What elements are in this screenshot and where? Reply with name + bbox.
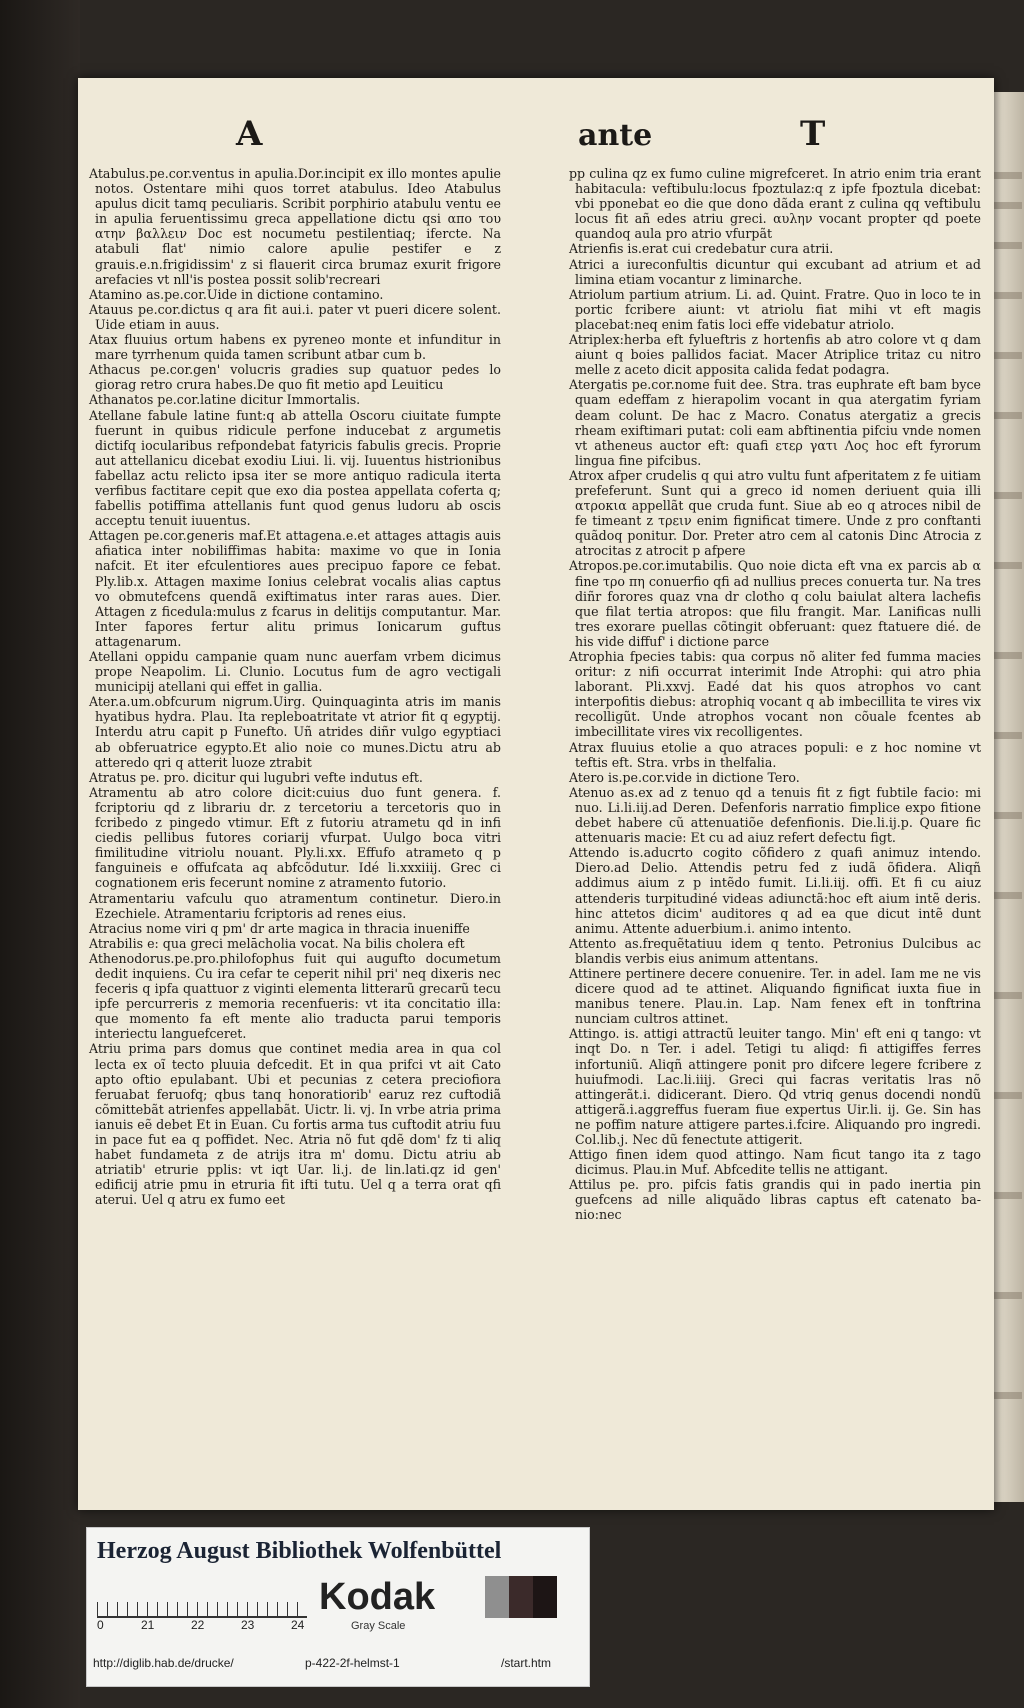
dictionary-entry: Atramentariu vafculu quo atramentum continetur. Diero.in Ezechiele. Atramentariu fcriptoris ad renes eius.	[89, 890, 501, 921]
dictionary-entry: Atramentu ab atro colore dicit:cuius duo funt genera. f. fcriptoriu qd z librariu dr. z tercetoriu a tercetoris quo in fcribedo z pingedo vtimur. Eft z futoriu atrametu qd in infi ciedis pellibus futores coriarij vfurpat. Uulgo boca vitri fimilitudine vitriolu nouant. Ply.li.xx. Effufo atrameto q p fanguineis e offufcata aq abfcõdutur. Idé li.xxxiiij. Grec ci cognationem eris fecerunt nomine z atramento futorio.	[89, 784, 501, 891]
dictionary-entry: Atrici a iureconfultis dicuntur qui excubant ad atrium et ad limina etiam vocantur z liminarche.	[569, 256, 981, 287]
dictionary-entry: Atrienfis is.erat cui credebatur cura atrii.	[569, 241, 834, 257]
dictionary-entry: Atrox afper crudelis q qui atro vultu funt afperitatem z fe uitiam prefeferunt. Sunt qui a greco id nomen deriuent quia illi ατροκια appellãt que cruda funt. Siue ab eo q atroces nibil de fe timeant z τρειν enim fignificat timere. Unde z pro conftanti quãdoq ponitur. Dor. Preter atro cem al catonis Dinc Atrocia z atrocitas z atrocit p afpere	[569, 467, 981, 559]
header-right-letter: T	[800, 114, 826, 154]
dictionary-entry: Atabulus.pe.cor.ventus in apulia.Dor.incipit ex illo montes apulie notos. Ostentare mihi quos torret atabulus. Ideo Atabulus apulus dicit tamq peculiaris. Scribit porphirio atabulu ventu ee in apulia feruentissimu greca appellatione dictu qsi απο του ατην βαλλειν Doc est nocumetu pestilentiaq; ifercte. Na atabuli flat' nimio calore apulie pestifer e z grauis.e.n.frigidissim' z si flauerit circa brumaz exurit frigore arefacies vt nll'is postea possit solib'recreari	[89, 166, 501, 287]
dictionary-entry: Atratus pe. pro. dicitur qui lugubri vefte indutus eft.	[89, 769, 423, 785]
scale-ruler	[97, 1588, 307, 1618]
url-base: http://diglib.hab.de/drucke/	[93, 1656, 234, 1670]
ruler-number: 22	[191, 1618, 205, 1632]
dictionary-entry: Athenodorus.pe.pro.philofophus fuit qui augufto documetum dedit inquiens. Cu ira cefar te ceperit nihil pri' neq dixeris nec feceris q ipfa quattuor z viginti elementa litterarũ grecarũ tecu ipfe percurreris z memoria recenfueris: vt ita concitatio illa: que momento fa eft mente alio traducta parui temporis interiectu languefceret.	[89, 950, 501, 1042]
ruler-number: 0	[97, 1618, 104, 1632]
ruler-number: 21	[141, 1618, 155, 1632]
dictionary-entry: Atenuo as.ex ad z tenuo qd a tenuis fit z figt fubtile facio: mi nuo. Li.li.iij.ad Deren. Defenforis narratio fimplice expo fitione debet habere cũ attenuatiõe defenfionis. Die.li.ij.p. Quare fic attenuaris macie: Et cu ad aiuz refert defectu figt.	[569, 784, 981, 846]
dictionary-entry: Atrax fluuius etolie a quo atraces populi: e z hoc nomine vt teftis eft. Stra. vrbs in thelfalia.	[569, 739, 981, 770]
kodak-logo: Kodak	[319, 1576, 436, 1618]
dictionary-entry: Attendo is.aducrto cogito cõfidero z quafi animuz intendo. Diero.ad Delio. Attendis petru fed z iudã õfidera. Aliqñ addimus aium z p intẽdo fumit. Li.li.iij. offi. Et fi cu aiuz attenderis turpitudiné videas adiunctã:hoc eft aium intẽ deris. hinc attetos dicim' auditores q ad ea que dicut intẽ dunt animu. Attente aduerbium.i. animo intento.	[569, 845, 981, 936]
dictionary-entry: Atauus pe.cor.dictus q ara fit aui.i. pater vt pueri dicere solent. Uide etiam in auus.	[89, 301, 501, 332]
gray-patch	[485, 1576, 509, 1618]
left-text-column	[81, 166, 501, 1207]
dictionary-entry: Atellane fabule latine funt:q ab attella Oscoru ciuitate fumpte fuerunt in quibus ridicule perfone inducebat z argumetis dictifq iocularibus refpondebat fatyricis fabulis grecis. Proprie aut attellanicu dicebat exodiu Liui. li. vij. Iuuentus histrionibus fabellaz actu relicto ipsa iter se more antiquo radicula iterta verfibus factitare cepit que exo dia postea appellata coferta q; fabellis potiffima attellanis funt quod genus ludoru ab oscis acceptu tenuit iuuentus.	[89, 407, 501, 529]
gray-patch	[509, 1576, 533, 1618]
dictionary-entry: Atracius nome viri q pm' dr arte magica in thracia inueniffe	[89, 920, 470, 936]
dictionary-entry: Atropos.pe.cor.imutabilis. Quo noie dicta eft vna ex parcis ab α fine τρο πη conuerfio qfi ad nullius preces conuerta tur. Na tres diñr forores quaz vna dr clotho q colu baiulat altera lachefis que filat tertia atropos: que filu frangit. Mar. Lanificas nulli tres exorare puellas cõtingit obferuant: quez ftatuere dié. de his vide diffuf' i dictione parce	[569, 558, 981, 649]
dictionary-entry: Attilus pe. pro. pifcis fatis grandis qui in pado inertia pin guefcens ad nille aliquãdo libras captus eft catenato ba- nio:nec	[569, 1177, 981, 1223]
library-name: Herzog August Bibliothek Wolfenbüttel	[97, 1538, 502, 1564]
scan-background-left	[0, 0, 80, 1708]
dictionary-entry: Atamino as.pe.cor.Uide in dictione contamino.	[89, 286, 384, 302]
ruler-number: 23	[241, 1618, 255, 1632]
dictionary-entry: Atriu prima pars domus que continet media area in qua col lecta ex oĩ tecto pluuia defcedit. Et in qua prifci vt ait Cato apto oftio epulabant. Ubi et pecunias z cetera preciofiora feruabat feruofq; qbus tanq honoratiorib' earuz rez cuftodiã cõmittebãt atrienfes appellabãt. Uictr. li. vj. In vrbe atria prima ianuis eẽ debet Et in Euan. Cu fortis arma tus cuftodit atriu fuu in pace fut ea q poffidet. Nec. Atria nõ fut qdẽ dom' fz ti aliq habet fundameta z de atrijs itra m' domu. Dictu atriu ab atriatib' etrurie pplis: vt iqt Uar. li.j. de lin.lati.qz id gen' edificij atrie pmu in etruria fit ifti tutu. Uel q a terra orat qfi aterui. Uel q atru ex fumo eet	[89, 1041, 502, 1208]
dictionary-entry: Atriplex:herba eft fylueftris z hortenfis ab atro colore vt q dam aiunt q boies pallidos faciat. Macer Atriplice tritaz cu nitro melle z aceto dicit apposita calida fedat podagra.	[569, 332, 981, 378]
url-identifier: p-422-2f-helmst-1	[305, 1656, 400, 1670]
url-start: /start.htm	[501, 1656, 552, 1670]
dictionary-entry: Attingo. is. attigi attractũ leuiter tango. Min' eft eni q tango: vt inqt Do. n Ter. i adel. Tetigi tu aliqd: fi attigiffes ferres infortuniũ. Aliqñ attingere ponit pro difcere legere fcribere z huiufmodi. Lac.li.iiij. Greci qui facras veritatis lras nõ attingerãt.i. didicerant. Diero. Qd vtriq genus docendi nondũ attigerã.i.aggreffus fueram fiue expertus Uir.li. ij. Ge. Sin has ne poffim nature attigere partes.i.fcire. Aliquando pro ingredi. Col.lib.j. Nec dũ fenectute attigerit.	[569, 1026, 981, 1147]
dictionary-entry: Attagen pe.cor.generis maf.Et attagena.e.et attages attagis auis afiatica inter nobiliffimas habita: maxime vo que in Ionia nafcit. Et iter efculentiores aues precipuo fapore ce febat. Ply.lib.x. Attagen maxime Ionius celebrat vocalis alias captus vo obmutefcens quendã exiftimatus inter raras aues. Dier. Attagen z ficedula:mulus z fcarus in delitijs computantur. Mar. Inter fapores fertur alitu primus Ionicarum guftus attagenarum.	[89, 528, 501, 649]
dictionary-entry: Atriolum partium atrium. Li. ad. Quint. Fratre. Quo in loco te in portic fcribere aiunt: vt atriolu fiat mihi vt eft magis placebat:neq enim fatis loci effe videbatur atriolo.	[569, 286, 981, 332]
gray-patch	[533, 1576, 557, 1618]
ruler-number: 24	[291, 1618, 305, 1632]
grayscale-label: Gray Scale	[351, 1620, 406, 1632]
dictionary-entry: Ater.a.um.obfcurum nigrum.Uirg. Quinquaginta atris im manis hyatibus hydra. Plau. Ita repleboatritate vt atrior fit q egyptij. Interdu atru capit p Funefto. Uñ atrides diñr vulgo egyptiaci ab obferuatrice egypto.Et alio noie co munes.Dictu atru ab atteredo qri q atterit luoze ztrabit	[89, 694, 501, 770]
dictionary-entry: Atergatis pe.cor.nome fuit dee. Stra. tras euphrate eft bam byce quam edeffam z hierapolim vocant in qua atergatim fyriam deam colunt. De hac z Macro. Conatus atergatiz a grecis rheam exiftimari putat: coli eam abftinentia pifciu vnde nomen vt atheneus auctor eft: quafi ετερ γατι Λος hoc eft fyrorum lingua fine pifcibus.	[569, 377, 981, 468]
dictionary-entry: pp culina qz ex fumo culine migrefceret. In atrio enim tria erant habitacula: veftibulu:locus fpoztulaz:q z ipfe fpoztula dicebat: vbi pponebat eo die que dono dãda erant z culina qq veftibulu locus fit añ edes atriu greci. αυλην vocant propter qd poete quandoq aula pro atrio vfurpãt	[569, 166, 981, 242]
dictionary-entry: Athanatos pe.cor.latine dicitur Immortalis.	[89, 392, 361, 408]
library-scan-label	[86, 1527, 590, 1687]
header-left-letter: A	[236, 114, 263, 154]
dictionary-entry: Atellani oppidu campanie quam nunc auerfam vrbem dicimus prope Neapolim. Li. Clunio. Locutus fum de agro vectigali municipij atellani qui effet in gallia.	[89, 649, 501, 695]
page-header	[78, 114, 994, 164]
dictionary-entry: Attigo finen idem quod attingo. Nam ficut tango ita z tago dicimus. Plau.in Muf. Abfcedite tellis ne attigant.	[569, 1147, 981, 1178]
dictionary-entry: Atrophia fpecies tabis: qua corpus nõ aliter fed fumma macies oritur: z nifi occurrat interimit Inde Atrophi: qui atro phia laborant. Pli.xxvj. Eadé dat his quos atrophos vo cant interpofitis diebus: atrophiq vocant q ab imbecillita te vires vix recolligũt. Unde atrophos vocant non cõuale fcentes ab imbecillitate vires vix recolligentes.	[569, 649, 981, 740]
dictionary-entry: Atax fluuius ortum habens ex pyreneo monte et infunditur in mare tyrrhenum quida tamen scribunt atbar cum b.	[89, 332, 501, 363]
dictionary-entry: Atrabilis e: qua greci melācholia vocat. Na bilis cholera eft	[89, 935, 465, 951]
dictionary-entry: Athacus pe.cor.gen' volucris gradies sup quatuor pedes lo giorag retro crura habes.De quo fit metio apd Leuiticu	[89, 362, 501, 393]
dictionary-entry: Attinere pertinere decere conuenire. Ter. in adel. Iam me ne vis dicere quod ad te attinet. Aliquando fignificat iuxta fiue in manibus tenere. Plau.in. Lap. Nam fenex eft in tonftrina nunciam cultros attinet.	[569, 965, 981, 1027]
book-page	[78, 78, 994, 1510]
dictionary-entry: Atero is.pe.cor.vide in dictione Tero.	[569, 769, 800, 785]
right-text-column	[561, 166, 981, 1223]
header-center-word: ante	[578, 118, 653, 153]
dictionary-entry: Attento as.frequẽtatiuu idem q tento. Petronius Dulcibus ac blandis verbis eius animum attentans.	[569, 935, 981, 966]
